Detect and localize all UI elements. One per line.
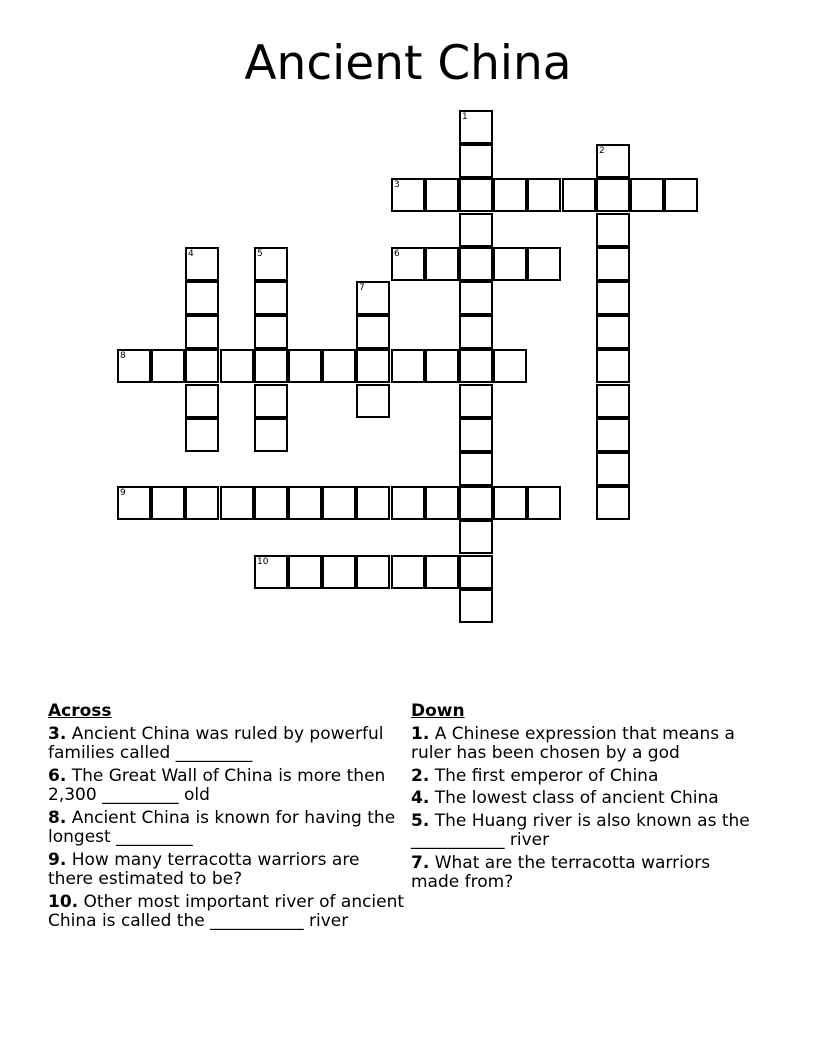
crossword-cell[interactable] bbox=[356, 486, 390, 520]
clue-text: How many terracotta warriors are there estimated to be? bbox=[48, 849, 360, 889]
clue-number: 8. bbox=[48, 807, 67, 828]
crossword-cell[interactable] bbox=[220, 486, 254, 520]
down-clues bbox=[411, 702, 761, 896]
crossword-cell[interactable] bbox=[391, 349, 425, 383]
crossword-cell[interactable] bbox=[254, 384, 288, 418]
clue-number: 6. bbox=[48, 765, 67, 786]
crossword-cell[interactable] bbox=[596, 247, 630, 281]
crossword-cell[interactable] bbox=[596, 418, 630, 452]
crossword-cell[interactable] bbox=[425, 555, 459, 589]
crossword-cell[interactable] bbox=[459, 555, 493, 589]
clue-text: The first emperor of China bbox=[434, 765, 659, 786]
clue-across-6 bbox=[48, 767, 408, 806]
crossword-cell[interactable] bbox=[254, 555, 288, 589]
clue-number: 10. bbox=[48, 891, 79, 912]
cell-number: 8 bbox=[120, 351, 126, 361]
clue-text: The lowest class of ancient China bbox=[434, 788, 719, 808]
crossword-cell[interactable] bbox=[459, 589, 493, 623]
crossword-cell[interactable] bbox=[185, 486, 219, 520]
clue-number: 2. bbox=[411, 765, 430, 786]
crossword-cell[interactable] bbox=[459, 178, 493, 212]
crossword-cell[interactable] bbox=[185, 281, 219, 315]
crossword-cell[interactable] bbox=[630, 178, 664, 212]
cell-number: 1 bbox=[462, 112, 468, 122]
clue-text: Ancient China is known for having the longest _________ bbox=[48, 807, 396, 847]
clue-down-2 bbox=[411, 767, 761, 787]
cell-number: 4 bbox=[188, 249, 194, 259]
crossword-cell[interactable] bbox=[562, 178, 596, 212]
crossword-cell[interactable] bbox=[459, 384, 493, 418]
crossword-cell[interactable] bbox=[596, 349, 630, 383]
crossword-cell[interactable] bbox=[356, 384, 390, 418]
crossword-cell[interactable] bbox=[391, 247, 425, 281]
clue-number: 3. bbox=[48, 723, 67, 744]
crossword-cell[interactable] bbox=[664, 178, 698, 212]
clue-number: 5. bbox=[411, 810, 430, 831]
crossword-cell[interactable] bbox=[288, 555, 322, 589]
crossword-cell[interactable] bbox=[356, 281, 390, 315]
crossword-cell[interactable] bbox=[425, 349, 459, 383]
clue-across-10 bbox=[48, 893, 408, 932]
crossword-cell[interactable] bbox=[596, 315, 630, 349]
across-heading: Across bbox=[48, 701, 112, 721]
crossword-cell[interactable] bbox=[493, 349, 527, 383]
cell-number: 2 bbox=[599, 146, 605, 156]
crossword-cell[interactable] bbox=[596, 452, 630, 486]
crossword-cell[interactable] bbox=[220, 349, 254, 383]
crossword-cell[interactable] bbox=[254, 281, 288, 315]
clue-text: Other most important river of ancient China is called the ___________ river bbox=[48, 891, 405, 931]
crossword-cell[interactable] bbox=[596, 213, 630, 247]
cell-number: 3 bbox=[394, 180, 400, 190]
crossword-cell[interactable] bbox=[185, 418, 219, 452]
crossword-cell[interactable] bbox=[185, 384, 219, 418]
crossword-cell[interactable] bbox=[527, 247, 561, 281]
clue-number: 4. bbox=[411, 788, 430, 808]
crossword-cell[interactable] bbox=[391, 486, 425, 520]
crossword-cell[interactable] bbox=[356, 555, 390, 589]
clue-number: 7. bbox=[411, 852, 430, 873]
crossword-cell[interactable] bbox=[254, 486, 288, 520]
crossword-cell[interactable] bbox=[527, 486, 561, 520]
clue-down-4 bbox=[411, 789, 761, 809]
clue-across-3 bbox=[48, 725, 408, 764]
crossword-cell[interactable] bbox=[596, 144, 630, 178]
crossword-cell[interactable] bbox=[151, 349, 185, 383]
cell-number: 9 bbox=[120, 488, 126, 498]
cell-number: 10 bbox=[257, 557, 269, 567]
crossword-cell[interactable] bbox=[425, 247, 459, 281]
crossword-cell[interactable] bbox=[185, 349, 219, 383]
clue-text: Ancient China was ruled by powerful families called _________ bbox=[48, 723, 384, 763]
crossword-cell[interactable] bbox=[322, 486, 356, 520]
crossword-cell[interactable] bbox=[288, 349, 322, 383]
crossword-cell[interactable] bbox=[254, 247, 288, 281]
crossword-cell[interactable] bbox=[322, 555, 356, 589]
crossword-cell[interactable] bbox=[493, 178, 527, 212]
crossword-cell[interactable] bbox=[459, 247, 493, 281]
crossword-cell[interactable] bbox=[254, 315, 288, 349]
crossword-cell[interactable] bbox=[391, 555, 425, 589]
crossword-cell[interactable] bbox=[322, 349, 356, 383]
clue-text: What are the terracotta warriors made from? bbox=[411, 852, 711, 892]
crossword-cell[interactable] bbox=[459, 144, 493, 178]
clue-down-1 bbox=[411, 725, 761, 764]
crossword-cell[interactable] bbox=[185, 315, 219, 349]
clue-down-5 bbox=[411, 812, 761, 851]
crossword-cell[interactable] bbox=[459, 486, 493, 520]
cell-number: 7 bbox=[359, 283, 365, 293]
crossword-cell[interactable] bbox=[117, 349, 151, 383]
crossword-cell[interactable] bbox=[527, 178, 561, 212]
crossword-cell[interactable] bbox=[185, 247, 219, 281]
crossword-cell[interactable] bbox=[596, 384, 630, 418]
crossword-cell[interactable] bbox=[254, 349, 288, 383]
page-title: Ancient China bbox=[244, 36, 572, 91]
crossword-cell[interactable] bbox=[254, 418, 288, 452]
clue-across-8 bbox=[48, 809, 408, 848]
across-clues bbox=[48, 702, 408, 935]
crossword-cell[interactable] bbox=[459, 213, 493, 247]
crossword-cell[interactable] bbox=[356, 349, 390, 383]
cell-number: 5 bbox=[257, 249, 263, 259]
clue-number: 1. bbox=[411, 723, 430, 744]
clue-number: 9. bbox=[48, 849, 67, 870]
crossword-cell[interactable] bbox=[459, 418, 493, 452]
crossword-cell[interactable] bbox=[288, 486, 322, 520]
crossword-cell[interactable] bbox=[596, 486, 630, 520]
clue-text: The Great Wall of China is more then 2,300 _________ old bbox=[48, 765, 386, 805]
clue-text: The Huang river is also known as the ___________ river bbox=[411, 810, 750, 850]
clue-down-7 bbox=[411, 854, 761, 893]
crossword-cell[interactable] bbox=[459, 520, 493, 554]
clue-text: A Chinese expression that means a ruler has been chosen by a god bbox=[411, 723, 735, 763]
crossword-cell[interactable] bbox=[391, 178, 425, 212]
crossword-cell[interactable] bbox=[459, 349, 493, 383]
crossword-cell[interactable] bbox=[356, 315, 390, 349]
crossword-cell[interactable] bbox=[117, 486, 151, 520]
clue-across-9 bbox=[48, 851, 408, 890]
crossword-cell[interactable] bbox=[596, 178, 630, 212]
crossword-cell[interactable] bbox=[459, 315, 493, 349]
crossword-cell[interactable] bbox=[425, 486, 459, 520]
crossword-cell[interactable] bbox=[459, 452, 493, 486]
crossword-cell[interactable] bbox=[459, 110, 493, 144]
crossword-cell[interactable] bbox=[493, 247, 527, 281]
crossword-cell[interactable] bbox=[151, 486, 185, 520]
crossword-cell[interactable] bbox=[459, 281, 493, 315]
down-heading: Down bbox=[411, 701, 465, 721]
crossword-cell[interactable] bbox=[493, 486, 527, 520]
crossword-cell[interactable] bbox=[596, 281, 630, 315]
cell-number: 6 bbox=[394, 249, 400, 259]
crossword-cell[interactable] bbox=[425, 178, 459, 212]
